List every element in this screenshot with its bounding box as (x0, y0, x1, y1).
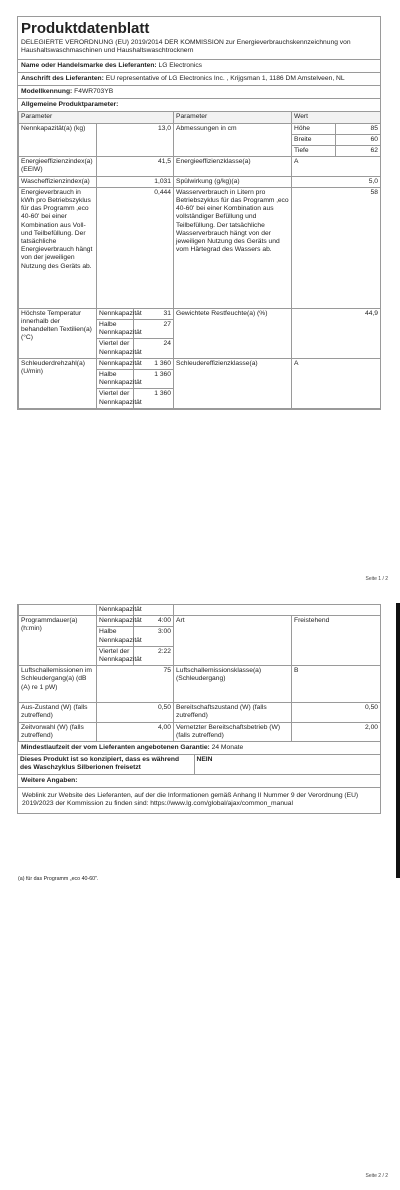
address-label: Anschrift des Lieferanten: (21, 74, 104, 82)
page-number-2: Seite 2 / 2 (365, 1173, 388, 1179)
spin-half-value: 1 360 (134, 370, 174, 389)
table-row (19, 358, 381, 369)
footnote: (a) für das Programm „eco 40-60". (18, 876, 99, 882)
networked-standby-label: Vernetzter Bereitschaftsbetrieb (W) (falls zutreffend) (174, 722, 292, 741)
supplier-row (18, 59, 380, 72)
col-header-parameter-2: Parameter (174, 112, 292, 123)
warranty-label: Mindestlaufzeit der vom Lieferanten angebotenen Garantie: (21, 744, 210, 752)
spin-class-label: Schleudereffizienzklasse(a) (174, 358, 292, 408)
water-consumption-value: 58 (292, 187, 381, 308)
col-header-value-2: Wert (292, 112, 381, 123)
table-row (19, 666, 381, 703)
table-row (19, 722, 381, 741)
temp-half-value: 27 (134, 320, 174, 339)
prog-quarter-label: Viertel der Nennkapazität (97, 646, 134, 665)
networked-standby-value: 2,00 (292, 722, 381, 741)
temp-full-value: 31 (134, 308, 174, 319)
datasheet-page-2 (17, 604, 381, 814)
temp-half-label: Halbe Nennkapazität (97, 320, 134, 339)
continued-label: Nennkapazität (97, 605, 134, 616)
temp-quarter-value: 24 (134, 339, 174, 358)
noise-class-label: Luftschallemissionsklasse(a) (Schleudergang) (174, 666, 292, 703)
silver-ion-table (18, 754, 380, 774)
supplier-label: Name oder Handelsmarke des Lieferanten: (21, 61, 157, 69)
delay-start-value: 4,00 (97, 722, 174, 741)
prog-full-label: Nennkapazität (97, 616, 134, 627)
noise-class-value: B (292, 666, 381, 703)
height-value: 85 (336, 123, 381, 134)
model-label: Modellkennung: (21, 88, 73, 95)
supplier-value: LG Electronics (158, 61, 203, 69)
spin-quarter-value: 1 360 (134, 389, 174, 408)
temp-quarter-label: Viertel der Nennkapazität (97, 339, 134, 358)
depth-label: Tiefe (292, 146, 336, 157)
silver-ion-value: NEIN (194, 755, 380, 774)
address-value: EU representative of LG Electronics Inc. , Krijgsman 1, 1186 DM Amstelveen, NL (105, 74, 345, 82)
eei-label: Energieeffizienzindex(a) (EEIW) (19, 157, 97, 176)
params-table-1 (18, 111, 381, 408)
width-label: Breite (292, 134, 336, 145)
moisture-label: Gewichtete Restfeuchte(a) (%) (174, 308, 292, 358)
spin-label: Schleuderdrehzahl(a) (U/min) (19, 358, 97, 408)
width-value: 60 (336, 134, 381, 145)
prog-half-label: Halbe Nennkapazität (97, 627, 134, 646)
further-info-heading: Weitere Angaben: (21, 776, 78, 784)
capacity-label: Nennkapazität(a) (kg) (19, 123, 97, 157)
noise-value: 75 (97, 666, 174, 703)
warranty-value: 24 Monate (211, 744, 244, 752)
table-row (19, 308, 381, 319)
depth-value: 62 (336, 146, 381, 157)
page-title: Produktdatenblatt (21, 20, 150, 37)
standby-label: Bereitschaftszustand (W) (falls zutreffend) (174, 703, 292, 722)
table-row (19, 187, 381, 308)
datasheet-page-1 (17, 16, 381, 410)
prog-half-value: 3:00 (134, 627, 174, 646)
col-header-parameter: Parameter (19, 112, 174, 123)
model-value: F4WR703YB (74, 88, 114, 95)
dims-label: Abmessungen in cm (174, 123, 292, 157)
table-row (19, 703, 381, 722)
silver-ion-label: Dieses Produkt ist so konzipiert, dass es während des Waschzyklus Silberionen freisetzt (18, 755, 194, 774)
max-temp-label: Höchste Temperatur innerhalb der behandelten Textilien(a) (°C) (19, 308, 97, 358)
table-row (18, 755, 380, 774)
page-number-1: Seite 1 / 2 (365, 576, 388, 582)
wash-index-label: Wascheffizienzindex(a) (19, 176, 97, 187)
energy-class-value: A (292, 157, 381, 176)
type-value: Freistehend (292, 616, 381, 666)
spin-half-label: Halbe Nennkapazität (97, 370, 134, 389)
off-mode-value: 0,50 (97, 703, 174, 722)
params-table-2 (18, 605, 381, 742)
energy-class-label: Energieeffizienzklasse(a) (174, 157, 292, 176)
rinse-label: Spülwirkung (g/kg)(a) (174, 176, 292, 187)
table-row (19, 157, 381, 176)
spin-full-value: 1 360 (134, 358, 174, 369)
type-label: Art (174, 616, 292, 666)
table-row (19, 176, 381, 187)
temp-full-label: Nennkapazität (97, 308, 134, 319)
table-row (19, 605, 381, 616)
spin-class-value: A (292, 358, 381, 408)
off-mode-label: Aus-Zustand (W) (falls zutreffend) (19, 703, 97, 722)
warranty-row (18, 742, 380, 754)
energy-consumption-value: 0,444 (97, 187, 174, 308)
spin-quarter-label: Viertel der Nennkapazität (97, 389, 134, 408)
address-row (18, 72, 380, 85)
programme-duration-label: Programmdauer(a) (h:min) (19, 616, 97, 666)
capacity-value: 13,0 (97, 123, 174, 157)
supplier-weblink-text: Weblink zur Website des Lieferanten, auf der die Informationen gemäß Anhang II Nummer 9 der Verordnung (EU) 2019/2023 der Kommission zu finden sind: https://www.lg.com/global/ajax/common_manual (18, 787, 380, 813)
page-2 (0, 595, 400, 1190)
model-row (18, 85, 380, 98)
prog-full-value: 4:00 (134, 616, 174, 627)
noise-label: Luftschallemissionen im Schleudergang(a) (dB (A) re 1 pW) (19, 666, 97, 703)
spin-full-label: Nennkapazität (97, 358, 134, 369)
eei-value: 41,5 (97, 157, 174, 176)
rinse-value: 5,0 (292, 176, 381, 187)
standby-value: 0,50 (292, 703, 381, 722)
energy-consumption-label: Energieverbrauch in kWh pro Betriebszyklus für das Programm ‚eco 40-60' bei einer Kombination aus Voll- und Teilbefüllung. Der tatsächliche Energieverbrauch hängt von der jeweiligen Nutzung des Geräts ab. (19, 187, 97, 308)
height-label: Höhe (292, 123, 336, 134)
moisture-value: 44,9 (292, 308, 381, 358)
page-edge-strip (396, 603, 400, 878)
water-consumption-label: Wasserverbrauch in Litern pro Betriebszyklus für das Programm ‚eco 40-60' bei einer Kombination aus vollständiger Befüllung und Teilbefüllung. Der tatsächliche Wasserverbrauch hängt von der jeweiligen Nutzung des Geräts und vom Härtegrad des Wassers ab. (174, 187, 292, 308)
general-params-heading: Allgemeine Produktparameter: (18, 98, 380, 111)
regulation-subtitle: DELEGIERTE VERORDNUNG (EU) 2019/2014 DER KOMMISSION zur Energieverbrauchskennzeichnung von Haushaltswaschmaschinen und Haushaltswaschtrocknern (21, 39, 351, 55)
wash-index-value: 1,031 (97, 176, 174, 187)
prog-quarter-value: 2:22 (134, 646, 174, 665)
delay-start-label: Zeitvorwahl (W) (falls zutreffend) (19, 722, 97, 741)
table-row (19, 616, 381, 627)
table-row (19, 123, 381, 134)
table-header-row (19, 112, 381, 123)
